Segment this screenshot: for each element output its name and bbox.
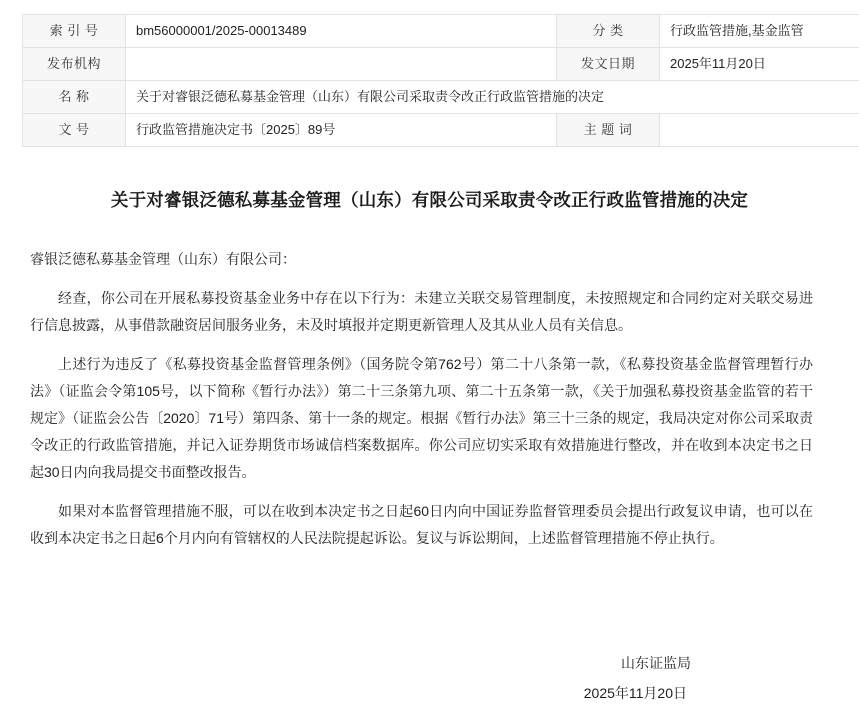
signature-organization: 山东证监局 <box>621 655 691 671</box>
meta-value-doc-number: 行政监管措施决定书〔2025〕89号 <box>126 114 557 147</box>
meta-label-index: 索 引 号 <box>23 15 126 48</box>
meta-label-category: 分 类 <box>557 15 660 48</box>
meta-label-publisher: 发布机构 <box>23 48 126 81</box>
page-title: 关于对睿银泛德私募基金管理（山东）有限公司采取责令改正行政监管措施的决定 <box>110 190 749 210</box>
signature-date: 2025年11月20日 <box>583 685 687 701</box>
meta-value-publisher <box>126 48 557 81</box>
meta-value-publish-date: 2025年11月20日 <box>660 48 859 81</box>
meta-value-category: 行政监管措施,基金监管 <box>660 15 859 48</box>
document-body <box>30 246 813 708</box>
meta-value-index: bm56000001/2025-00013489 <box>126 15 557 48</box>
metadata-table <box>22 14 859 147</box>
meta-label-doc-number: 文 号 <box>23 114 126 147</box>
meta-label-publish-date: 发文日期 <box>557 48 660 81</box>
table-row <box>23 48 859 81</box>
signature-block <box>30 648 813 708</box>
meta-value-name: 关于对睿银泛德私募基金管理（山东）有限公司采取责令改正行政监管措施的决定 <box>126 81 859 114</box>
table-row <box>23 81 859 114</box>
table-row <box>23 15 859 48</box>
meta-label-name: 名 称 <box>23 81 126 114</box>
addressee-line: 睿银泛德私募基金管理（山东）有限公司： <box>30 251 296 267</box>
body-paragraph-1: 经查，你公司在开展私募投资基金业务中存在以下行为：未建立关联交易管理制度，未按照规定和合同约定对关联交易进行信息披露，从事借款融资居间服务业务，未及时填报并定期更新管理人及其从业人员有关信息。 <box>30 290 813 333</box>
body-paragraph-2: 上述行为违反了《私募投资基金监督管理条例》（国务院令第762号）第二十八条第一款，《私募投资基金监督管理暂行办法》（证监会令第105号，以下简称《暂行办法》）第二十三条第九项、第二十五条第一款，《关于加强私募投资基金监管的若干规定》（证监会公告〔2020〕71号）第四条、第十一条的规定。根据《暂行办法》第三十三条的规定，我局决定对你公司采取责令改正的行政监管措施，并记入证券期货市场诚信档案数据库。你公司应切实采取有效措施进行整改，并在收到本决定书之日起30日内向我局提交书面整改报告。 <box>30 356 813 480</box>
meta-label-keywords: 主 题 词 <box>557 114 660 147</box>
table-row <box>23 114 859 147</box>
body-paragraph-3: 如果对本监督管理措施不服，可以在收到本决定书之日起60日内向中国证券监督管理委员会提出行政复议申请，也可以在收到本决定书之日起6个月内向有管辖权的人民法院提起诉讼。复议与诉讼期间，上述监督管理措施不停止执行。 <box>30 503 813 546</box>
meta-value-keywords <box>660 114 859 147</box>
